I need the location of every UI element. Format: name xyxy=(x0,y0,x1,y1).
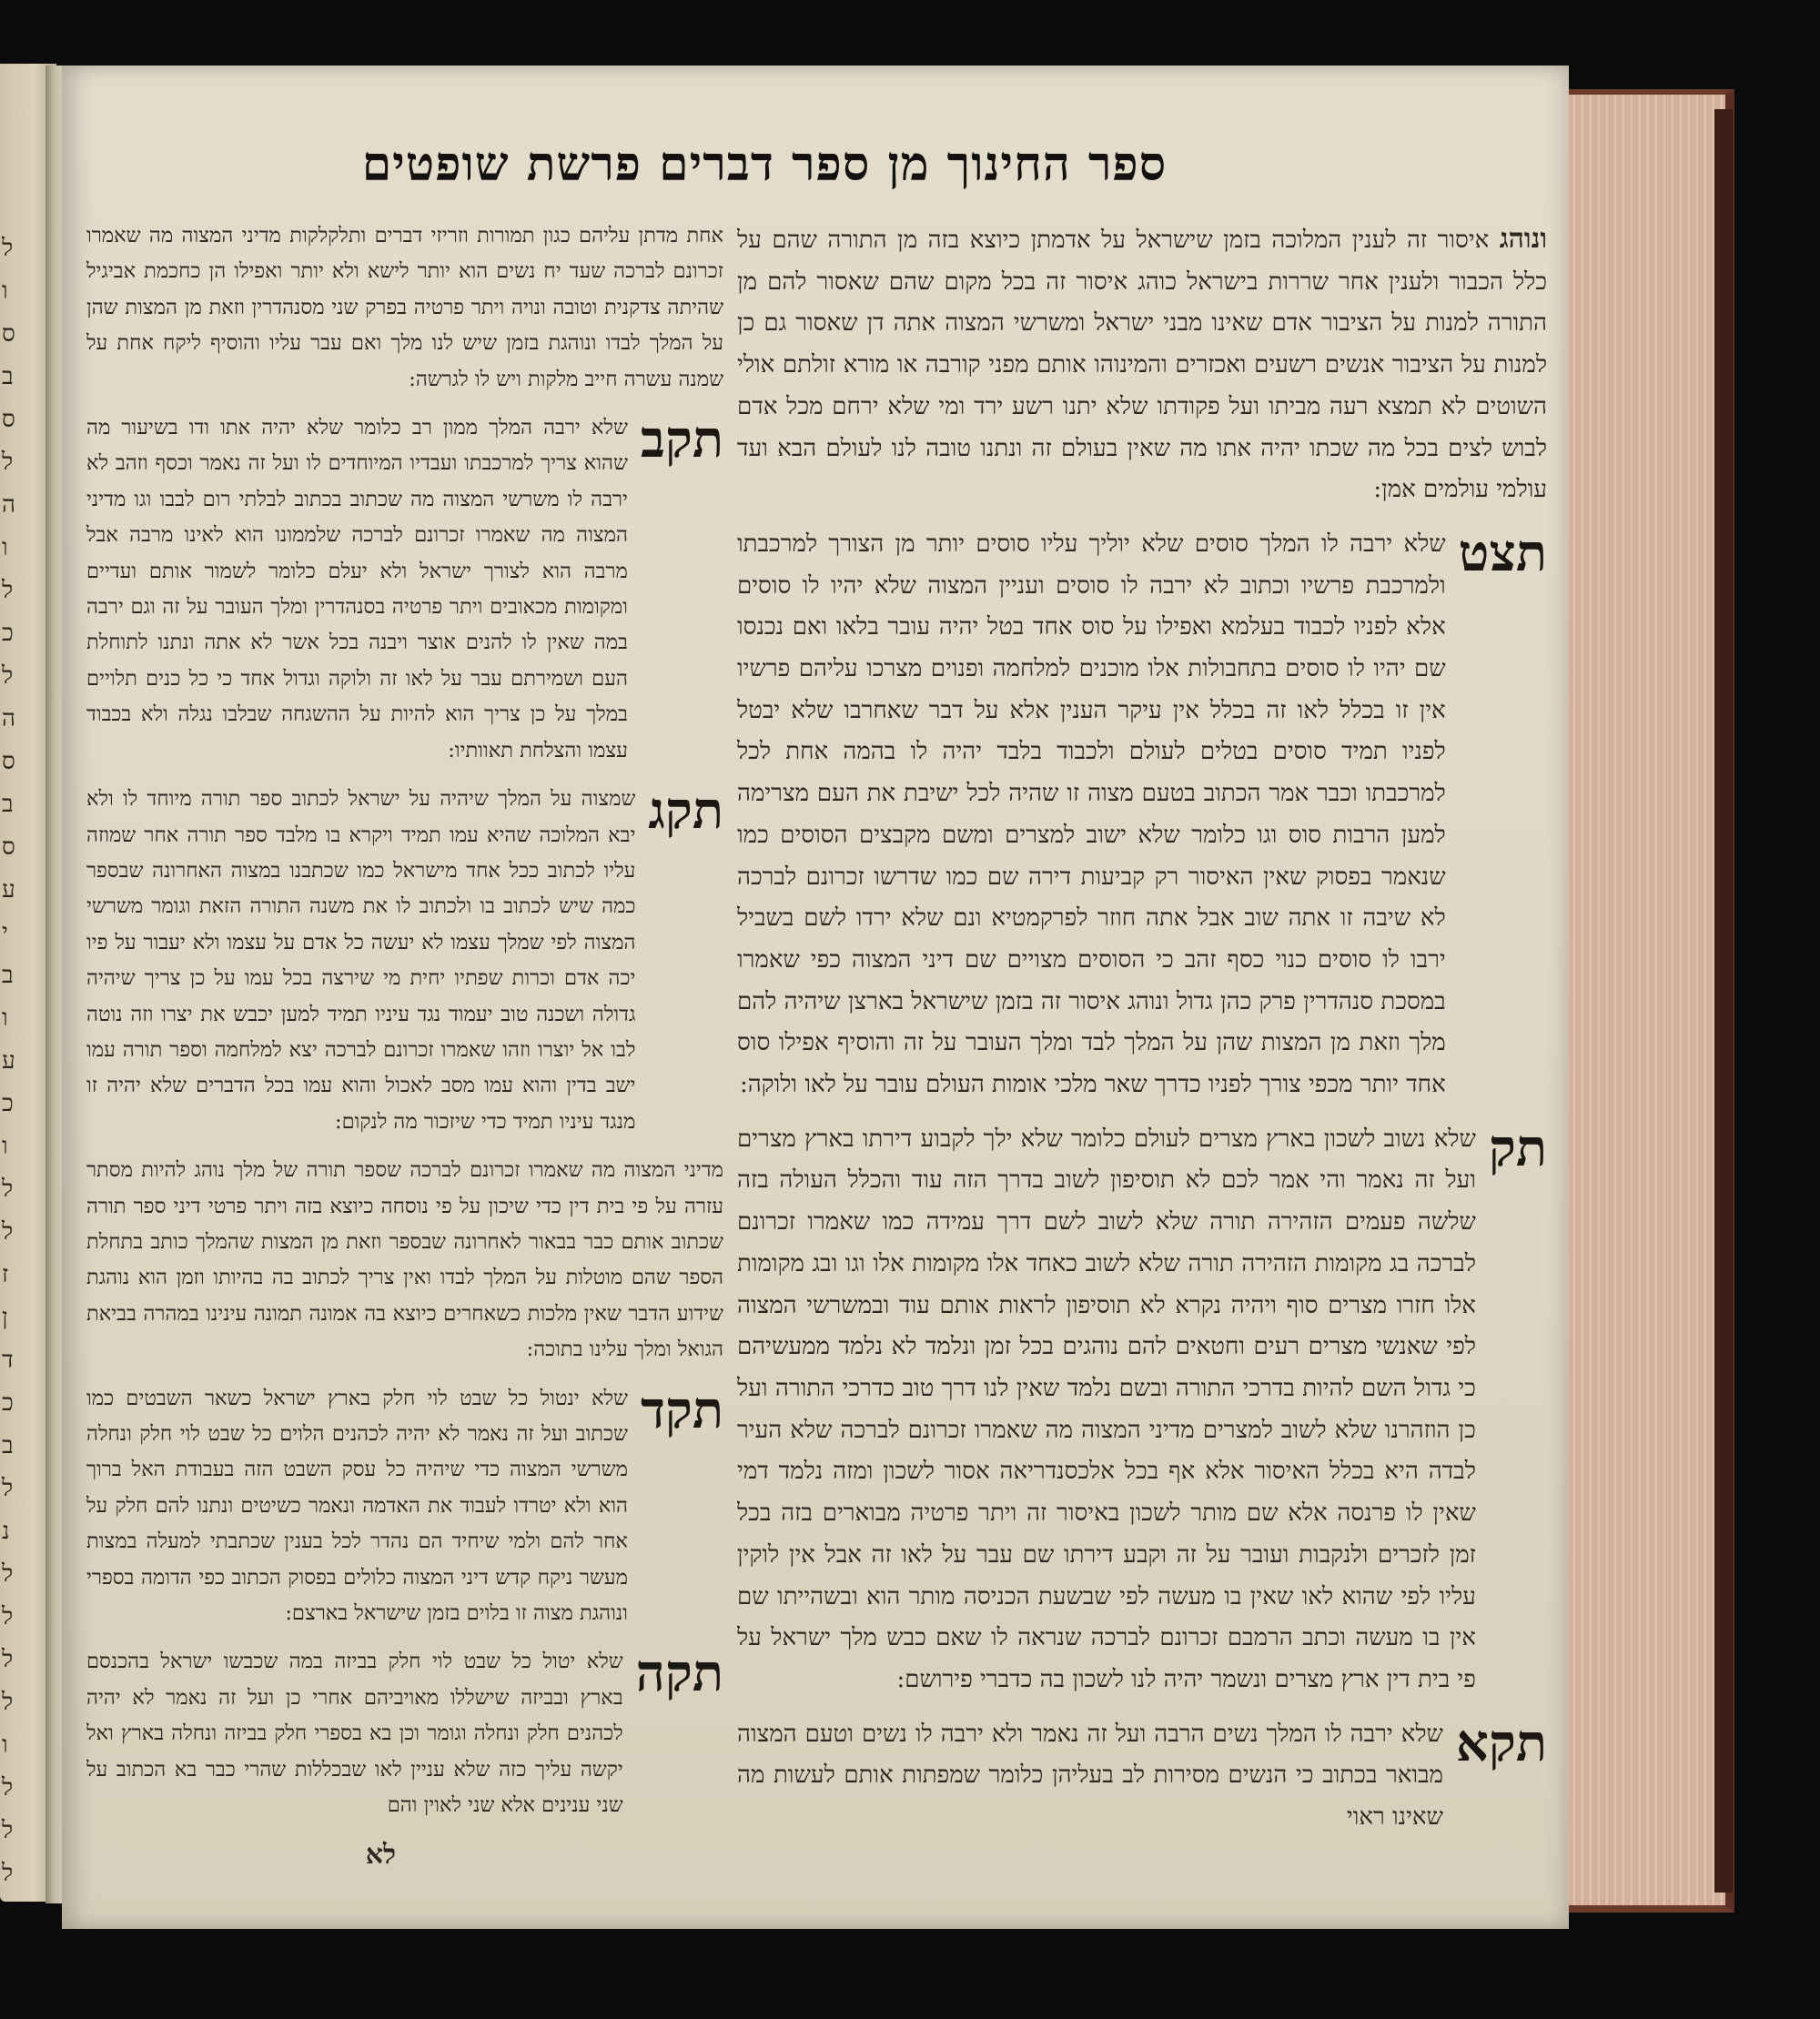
mitzvah-entry xyxy=(86,1381,723,1632)
mitzvah-text xyxy=(86,782,635,1140)
paragraph-body: שמצוה על המלך שיהיה על ישראל לכתוב ספר תורה מיוחד לו ולא יבא המלוכה שהיא עמו תמיד ויקרא בו מלבד ספר תורה אחר שמוזה עליו לכתוב ככל אחד מישראל כמו שכתבנו במצוה האחרונה שבספר כמה שיש לכתוב בו ולכתוב לו את משנה התורה הזאת וגומר משרשי המצוה לפי שמלך עצמו לא יעשה כל אדם על עצמו ולא יעבור על פיו יכה אדם וכרות שפתיו יחית מי שירצה בכל עמו על כן צריך שיהיה גדולה ושכנה טוב יעמוד נגד עיניו תמיד למען יכבש את יצרו וזה נוטה לבו אל יוצרו וזהו שאמרו זכרונם לברכה יצא למלחמה וספר תורה עמו ישב בדין והוא עמו מסב לאכול והוא עמו בכל הדברים שלא יהיה זו מנגד עיניו תמיד כדי שיזכור מה לנקום: xyxy=(86,787,636,1134)
margin-letter: ן xyxy=(2,1304,8,1331)
paragraph-body: מדיני המצוה מה שאמרו זכרונם לברכה שספר תורה של מלך נוהג להיות מסתר עזרה על פי בית דין כדי שיכון על פי נוסחה כיוצא בזה ויתר פרטי דיני ספר תורה שכתוב אותם כבר בבאור לאחרונה שבספר וזאת מן המצות שהמלך כותב בתחלת הספר שהם מוטלות על המלך לבדו ואין צריך לכתוב בה בהיותו וזמן הוא נוהגת שידוע הדבר שאין מלכות כשאחרים כיוצא בה אמונה תמונה עינינו במהרה בביאת הגואל ומלך עלינו בתוכה: xyxy=(86,1158,723,1362)
margin-letter: י xyxy=(2,919,8,946)
margin-letter: ל xyxy=(2,1774,14,1802)
margin-letter: ל xyxy=(2,1689,14,1716)
mitzvah-number: תקד xyxy=(640,1379,723,1440)
mitzvah-text xyxy=(737,1119,1476,1701)
paragraph-body: שלא ירבה לו המלך סוסים שלא יוליך עליו סוסים יותר מן הצורך למרכבתו ולמרכבת פרשיו וכתוב לא ירבה לו סוסים ועניין המצוה שלא יהיו לו סוסים אלא לפניו לכבוד בעלמא ואפילו על סוס אחד בטל יהיה עובר בלאו ואם נכנסו שם יהיו לו סוסים בתחבולות אלו מוכנים למלחמה ופנוים מצרכו עליהם פרשיו אין זו בכלל לאו זה בכלל אין עיקר הענין אלא על דבר שאחרבו שלא יבטל לפניו תמיד סוסים בטלים לעולם ולכבוד בלבד יהיה לו בהמה אחת לכל למרכבתו וכבר אמר הכתוב בטעם מצוה זו שהיה לכל ישיבת את העם מצרימה למען הרבות סוס וגו כלומר שלא ישוב למצרים ומשם מקבצים הסוסים כמו שנאמר בפסוק שאין האיסור רק קביעות דירה שם כמו שדרשו זכרונם לברכה לא שיבה זו אתה שוב אבל אתה חוזר לפרקמטיא ונם שלא ירדו לשם בשביל ירבו לו סוסים כנוי כסף זהב כי הסוסים מצויים שם דיני המצוה כפי שאמרו במסכת סנהדרין פרק כהן גדול ונוהג איסור זה בזמן שישראל בארצן שיהיה להם מלך וזאת מן המצות שהן על המלך לבד ומלך העובר על זה והוסיף אפילו סוס אחד יותר מכפי צורך לפניו כדרך שאר מלכי אומות העולם עובר על לאו ולוקה: xyxy=(737,530,1446,1099)
margin-letter: ב xyxy=(2,363,14,390)
margin-letter: ס xyxy=(2,833,15,861)
mitzvah-text xyxy=(86,218,723,398)
margin-letter: ל xyxy=(2,1646,14,1673)
paragraph-body: שלא ירבה לו המלך נשים הרבה ועל זה נאמר ולא ירבה לו נשים וטעם המצוה מבואר בכתוב כי הנשים מסירות לב בעליהן כלומר שמפתות אותם לעשות מה שאינו ראוי xyxy=(737,1720,1443,1832)
paragraph-body: אחת מדתן עליהם כגון תמורות וזריזי דברים ותלקלקות מדיני המצוה מה שאמרו זכרונם לברכה שעד יח נשים הוא יותר לישא ולא יותר ואפילו הן כחכמת אביגיל שהיתה צדקנית וטובה ונויה ויתר פרטיה בפרק שני מסנהדרין וזאת מן המצות שהן על המלך לבדו ונוהגת בזמן שיש לנו מלך ואם עבר עליו והוסיף ליקח אחת על שמנה עשרה חייב מלקות ויש לו לגרשה: xyxy=(86,224,723,391)
mitzvah-text xyxy=(86,410,628,769)
margin-letter: כ xyxy=(2,1090,14,1117)
margin-letter: ל xyxy=(2,1603,14,1630)
margin-letter: ס xyxy=(2,320,15,348)
margin-letter: ב xyxy=(2,791,14,818)
page-title: ספר החינוך מן ספר דברים פרשת שופטים xyxy=(361,136,1168,192)
mitzvah-entry xyxy=(86,410,723,769)
mitzvah-number: תק xyxy=(1488,1117,1547,1178)
mitzvah-entry xyxy=(737,218,1547,511)
mitzvah-text xyxy=(737,1714,1443,1839)
margin-letter: ל xyxy=(2,577,14,604)
mitzvah-number: תקב xyxy=(640,409,723,470)
lead-word: ונוהג xyxy=(1499,223,1547,255)
margin-letter: ו xyxy=(2,278,8,305)
mitzvah-number: תקא xyxy=(1455,1712,1547,1773)
margin-letter: ו xyxy=(2,1731,8,1759)
margin-letter: ד xyxy=(2,1347,14,1374)
mitzvah-entry xyxy=(86,1153,723,1368)
mitzvah-text xyxy=(737,218,1547,511)
paragraph-body: שלא נשוב לשכון בארץ מצרים לעולם כלומר שלא ילך לקבוע דירתו בארץ מצרים ועל זה נאמר והי אמר לכם לא תוסיפון לשוב בדרך הזה עוד והכלל העולה בזה שלשה פעמים הזהירה תורה שלא לשוב לשם דרך עמידה כמו שאמרו זכרונם לברכה בג מקומות הזהירה תורה שלא לשוב כאחד אלו מקומות אלו וגו ובג מקומות אלו חזרו מצרים סוף ויהיה נקרא לא תוסיפון לראות אותם עוד ובמשרשי המצוה לפי שאנשי מצרים רעים וחטאים להם נוהגים בכל זמן ונלמד לא נלמד ממעשיהם כי גדול השם להיות בדרכי התורה ובשם נלמד שאין לנו דרך טוב כדרכי התורה ועל כן הוזהרנו שלא לשוב למצרים מדיני המצוה מה שאמרו זכרונם לברכה שלא העיר לבדה היא בכלל האיסור אלא אף בכל אלכסנדריאה אסור לשכון ומזה נלמד דמי שאין לו פרנסה אלא שם מותר לשכון באיסור זה ויתר פרטיה מבוארים בזה בכל זמן לזכרים ולנקבות ועובר על זה וקבע דירתו שם עבר על לאו זה אבל אין לוקין עליו לפי שהוא לאו שאין בו מעשה לפי שבשעת הכניסה מותר הוא ובשהייתו שם אין בו מעשה וכתב הרמבם זכרונם לברכה שנראה לו שאם כבש מלך ישראל על פי בית דין ארץ מצרים ונשמר יהיה לנו לשכון בה כדברי פירושם: xyxy=(737,1125,1476,1693)
margin-letter: ע xyxy=(2,1047,15,1075)
margin-letter: ו xyxy=(2,534,8,561)
margin-letter: ס xyxy=(2,748,15,775)
mitzvah-text xyxy=(86,1153,723,1368)
margin-letter: כ xyxy=(2,620,14,647)
mitzvah-entry xyxy=(737,524,1547,1106)
margin-letter: נ xyxy=(2,1518,10,1545)
mitzvah-entry xyxy=(86,218,723,398)
mitzvah-number: תצט xyxy=(1458,522,1547,583)
margin-letter: כ xyxy=(2,1389,14,1417)
catchword: לא xyxy=(365,1839,396,1872)
mitzvah-number: תקה xyxy=(635,1643,723,1704)
margin-letter: ל xyxy=(2,1817,14,1844)
margin-letter: ל xyxy=(2,1475,14,1502)
margin-letter: ל xyxy=(2,449,14,476)
mitzvah-entry xyxy=(86,782,723,1140)
paragraph-body: איסור זה לענין המלוכה בזמן שישראל על אדמתן כיוצא בזה מן התורה שהם על כלל הכבור ולענין אחר שררות בישראל כוהג איסור זה בכל מקום שהם שאסור להם מן התורה למנות על הציבור אדם שאינו מבני ישראל ומשרשי המצוה אתה דן שאסור גם כן למנות על הציבור אנשים רשעים ואכזרים והמינוהו אותם מפני קורבה או מורא זולתם אולי השוטים לא תמצא רעה מביתו ועל פקודתו שלא יתנו רשע ירד ומי שלא ירחם מכל אדם לבוש לצים בכל מה שכתו יהיה אתו מה שאין בעולם זה ונתנו טובה לנו לעולם הבא ועד עולמי עולמים אמן: xyxy=(737,227,1547,504)
mitzvah-entry xyxy=(737,1119,1547,1701)
paragraph-body: שלא יטול כל שבט לוי חלק בביזה במה שכבשו ישראל בהכנסם בארץ ובביזה שישללו מאויביהם אחרי כן ועל זה נאמר לא יהיה לכהנים חלק ונחלה וגומר וכן בא בספרי חלק בביזה ונחלה בארץ ואל יקשה עליך כזה שלא עניין לאו שבכללות שהרי כבר בא הכתוב על שני ענינים אלא שני לאוין והם xyxy=(86,1650,623,1818)
margin-letter: ל xyxy=(2,1218,14,1246)
mitzvah-text xyxy=(86,1644,623,1823)
margin-letter: ה xyxy=(2,491,15,519)
margin-letter: ו xyxy=(2,1133,8,1160)
mitzvah-number: תקג xyxy=(648,781,723,842)
paragraph-body: שלא ירבה המלך ממון רב כלומר שלא יהיה אתו ודו בשיעור מה שהוא צריך למרכבתו ועבדיו המיוחדים לו ועל זה נאמר וכסף וזהב לא ירבה לו משרשי המצוה מה שכתוב בכתוב לבלתי רום לבבו וגו מדיני המצוה מה שאמרו זכרונם לברכה שלממונו הוא לאינו מרבה אבל מרבה הוא לצורך ישראל ולא יעלם כלומר לשמור אותם ועדיים ומקומות מכאובים ויתר פרטיה בסנהדרין ומלך העובר על זה וגם ירבה במה שאין לו להנים אוצר ויבנה בכל אשר לא אתה ונתנו לתוחלת העם ושמירתם עבר על לאו זה ולוקה וגדול אחד כי כל כנים תלויים במלך על כן צריך הוא להיות על ההשגחה שבלבו נגלה ולא בכבוד עצמו והצלחת תאוותיו: xyxy=(86,416,628,762)
mitzvah-entry xyxy=(737,1714,1547,1839)
margin-letter: ב xyxy=(2,962,14,989)
margin-letter: ס xyxy=(2,406,15,433)
left-text-column xyxy=(86,218,723,1874)
mitzvah-text xyxy=(86,1381,628,1632)
mitzvah-entry xyxy=(86,1644,723,1823)
margin-letter: ע xyxy=(2,876,15,904)
margin-letter: ז xyxy=(2,1261,9,1288)
right-text-column xyxy=(737,218,1547,1852)
margin-letter: ב xyxy=(2,1432,14,1459)
margin-letter: ל xyxy=(2,662,14,690)
page-fore-edge xyxy=(1569,89,1734,1913)
margin-letter: ה xyxy=(2,705,15,732)
mitzvah-text xyxy=(737,524,1446,1106)
paragraph-body: שלא ינטול כל שבט לוי חלק בארץ ישראל כשאר השבטים כמו שכתוב ועל זה נאמר לא יהיה לכהנים הלוים כל שבט לוי חלק ונחלה משרשי המצוה כדי שיהיה כל עסק השבט הזה בעבודת האל ברוך הוא ולא יטרדו לעבוד את האדמה ונאמר כשיטים ונתנו להם חלק על אחר להם ולמי שיחיד הם נהדר לכל בענין שכתבתי למעלה במצות מעשר ניקח קדש דיני המצוה כלולים בפסוק הכתוב כפי הדומה בספרי ונוהגת מצוה זו בלוים בזמן שישראל בארצם: xyxy=(86,1386,628,1626)
margin-letter: ו xyxy=(2,1004,8,1032)
margin-letter: ל xyxy=(2,1176,14,1203)
margin-letter: ל xyxy=(2,1560,14,1588)
margin-letter: ל xyxy=(2,235,14,262)
book-cover-edge xyxy=(1714,109,1733,1893)
margin-letter: ל xyxy=(2,1860,14,1887)
